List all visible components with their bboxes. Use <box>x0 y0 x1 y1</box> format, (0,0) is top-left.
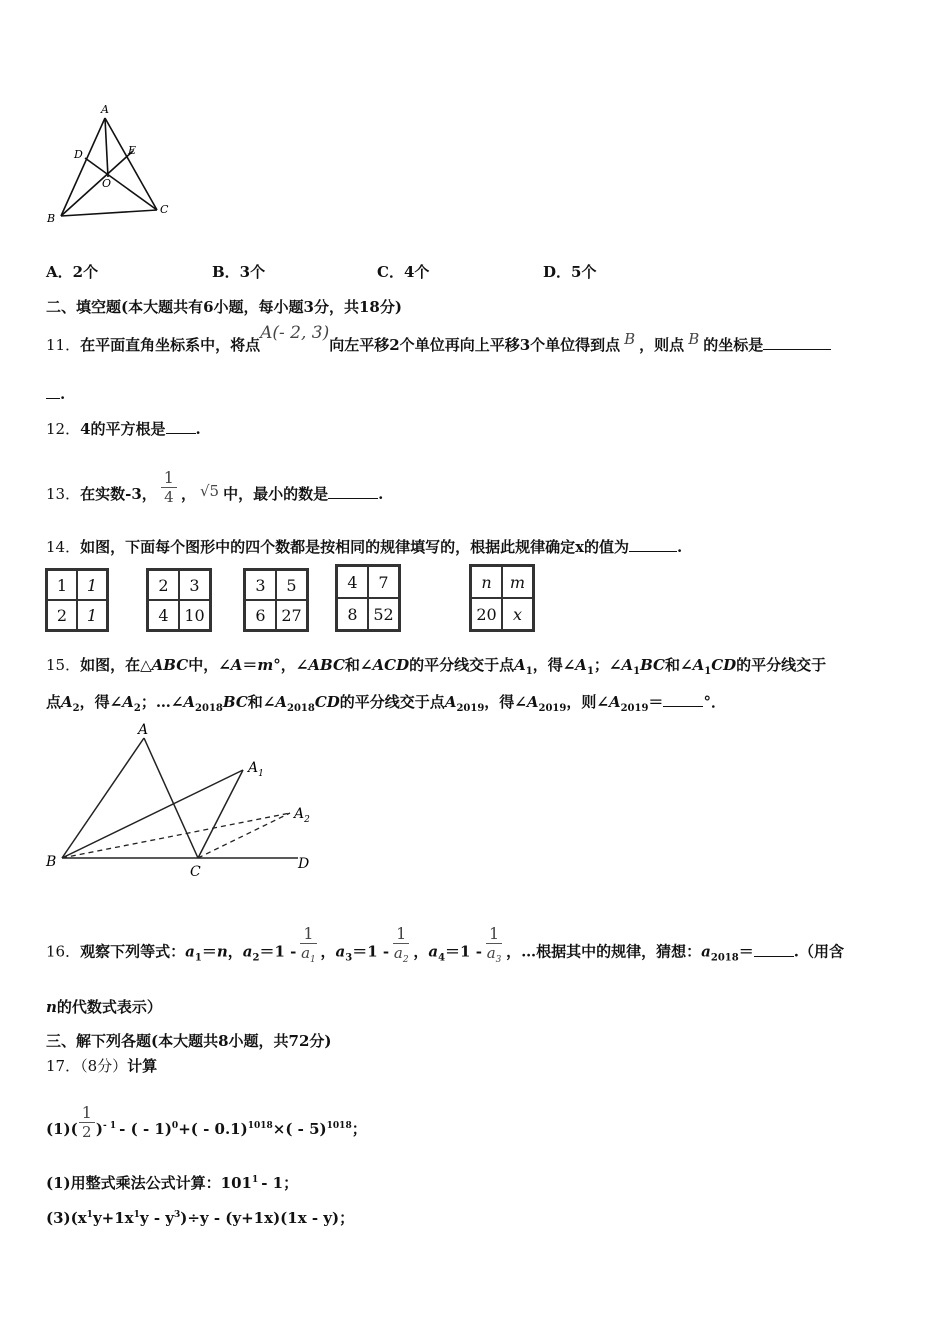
fraction-1-over-a1: $\frac{1}{a_1}$ <box>301 924 316 965</box>
section3-title: 三、解下列各题(本大题共8小题，共72分) <box>46 1032 332 1050</box>
question-15-line2: 点$A_2$，得$\angle A_2$；$\dots\angle A_{2018}BC$和$\angle A_{2018}CD$的平分线交于点$A_{2019}$，得$\angle A_{2019}$，则$\angle A_{2019}=$ °． <box>46 693 726 714</box>
angle-bisector-figure <box>40 718 330 883</box>
fraction-1-over-a3: $\frac{1}{a_3}$ <box>486 924 502 965</box>
question-11-cont: . <box>46 385 65 403</box>
question-12: 12．4的平方根是 . <box>46 420 201 438</box>
fraction-1-over-a2: $\frac{1}{a_2}$ <box>393 924 409 965</box>
label-a: A <box>101 103 109 116</box>
question-13: 13．在实数-3， $\frac{1}{4}$ ， √5 中，最小的数是 . <box>46 468 384 506</box>
option-c: C．4个 <box>377 263 430 281</box>
option-d: D．5个 <box>543 263 597 281</box>
label-c: C <box>160 203 169 216</box>
option-b: B．3个 <box>212 263 266 281</box>
answer-blank <box>328 498 378 499</box>
number-grid-2: 2 3 4 10 <box>146 568 212 632</box>
label-e: E <box>128 144 137 157</box>
section2-title: 二、填空题(本大题共有6小题，每小题3分，共18分) <box>46 298 402 316</box>
question-16: 16．观察下列等式：$a_1=n$，$a_2=1$ - $\frac{1}{a_1}$ ，$a_3=1$ - $\frac{1}{a_2}$ ，$a_4=1$ - $\frac{1}{a_3}$ ，…根据其中的规律，猜想：$a_{2018}=$ .（用含 <box>46 924 844 965</box>
answer-blank <box>663 706 703 707</box>
label-o: O <box>102 177 112 190</box>
point-a: A(- 2, 3) <box>260 323 330 343</box>
label-b: B <box>47 212 56 225</box>
fraction-one-half: $\frac{1}{2}$ <box>79 1103 95 1141</box>
answer-blank <box>46 398 60 399</box>
question-14: 14．如图，下面每个图形中的四个数都是按相同的规律填写的，根据此规律确定x的值为 . <box>46 538 683 556</box>
label-d: D <box>298 856 310 872</box>
sqrt-five: √5 <box>199 482 220 500</box>
triangle-figure <box>44 100 184 225</box>
q17-part1: (1)( $\frac{1}{2}$ )$^{- 1}$ - ( - 1)$^0$+( - 0.1)$^{1018}$×( - 5)$^{1018}$； <box>46 1103 367 1141</box>
label-c: C <box>190 864 201 880</box>
q17-part2: (1)用整式乘法公式计算：$101^1 - 1$； <box>46 1174 299 1192</box>
number-grid-5: n m 20 x <box>469 564 535 632</box>
question-17: 17．（8分）计算 <box>46 1057 158 1075</box>
number-grid-1: 1 1 2 1 <box>45 568 109 632</box>
question-16-cont: n的代数式表示） <box>46 998 162 1016</box>
question-15-line1: 15．如图，在△ABC中，∠A＝m°，∠ABC和∠ACD的平分线交于点$A_1$，得$\angle A_1$；$\angle A_1BC$和$\angle A_1CD$的平分线交于 <box>46 656 827 677</box>
number-grid-4: 4 7 8 52 <box>335 564 401 632</box>
number-grid-3: 3 5 6 27 <box>243 568 309 632</box>
label-a2: $A_2$ <box>294 806 310 825</box>
q17-part3: $(3)(x^1y+1x^1y - y^3)\div y - (y+1x)(1x - y)$； <box>46 1209 355 1227</box>
fraction-one-quarter: $\frac{1}{4}$ <box>161 468 177 506</box>
answer-blank <box>754 956 794 957</box>
question-11: 11．在平面直角坐标系中，将点A(- 2, 3)向左平移2个单位再向上平移3个单位得到点 B ，则点 B 的坐标是 <box>46 334 831 355</box>
label-d: D <box>74 148 83 161</box>
option-a: A．2个 <box>46 263 99 281</box>
label-b: B <box>46 854 57 870</box>
answer-blank <box>629 551 677 552</box>
answer-blank <box>763 349 831 350</box>
label-a: A <box>138 722 149 738</box>
label-a1: $A_1$ <box>248 760 264 779</box>
answer-blank <box>166 433 196 434</box>
